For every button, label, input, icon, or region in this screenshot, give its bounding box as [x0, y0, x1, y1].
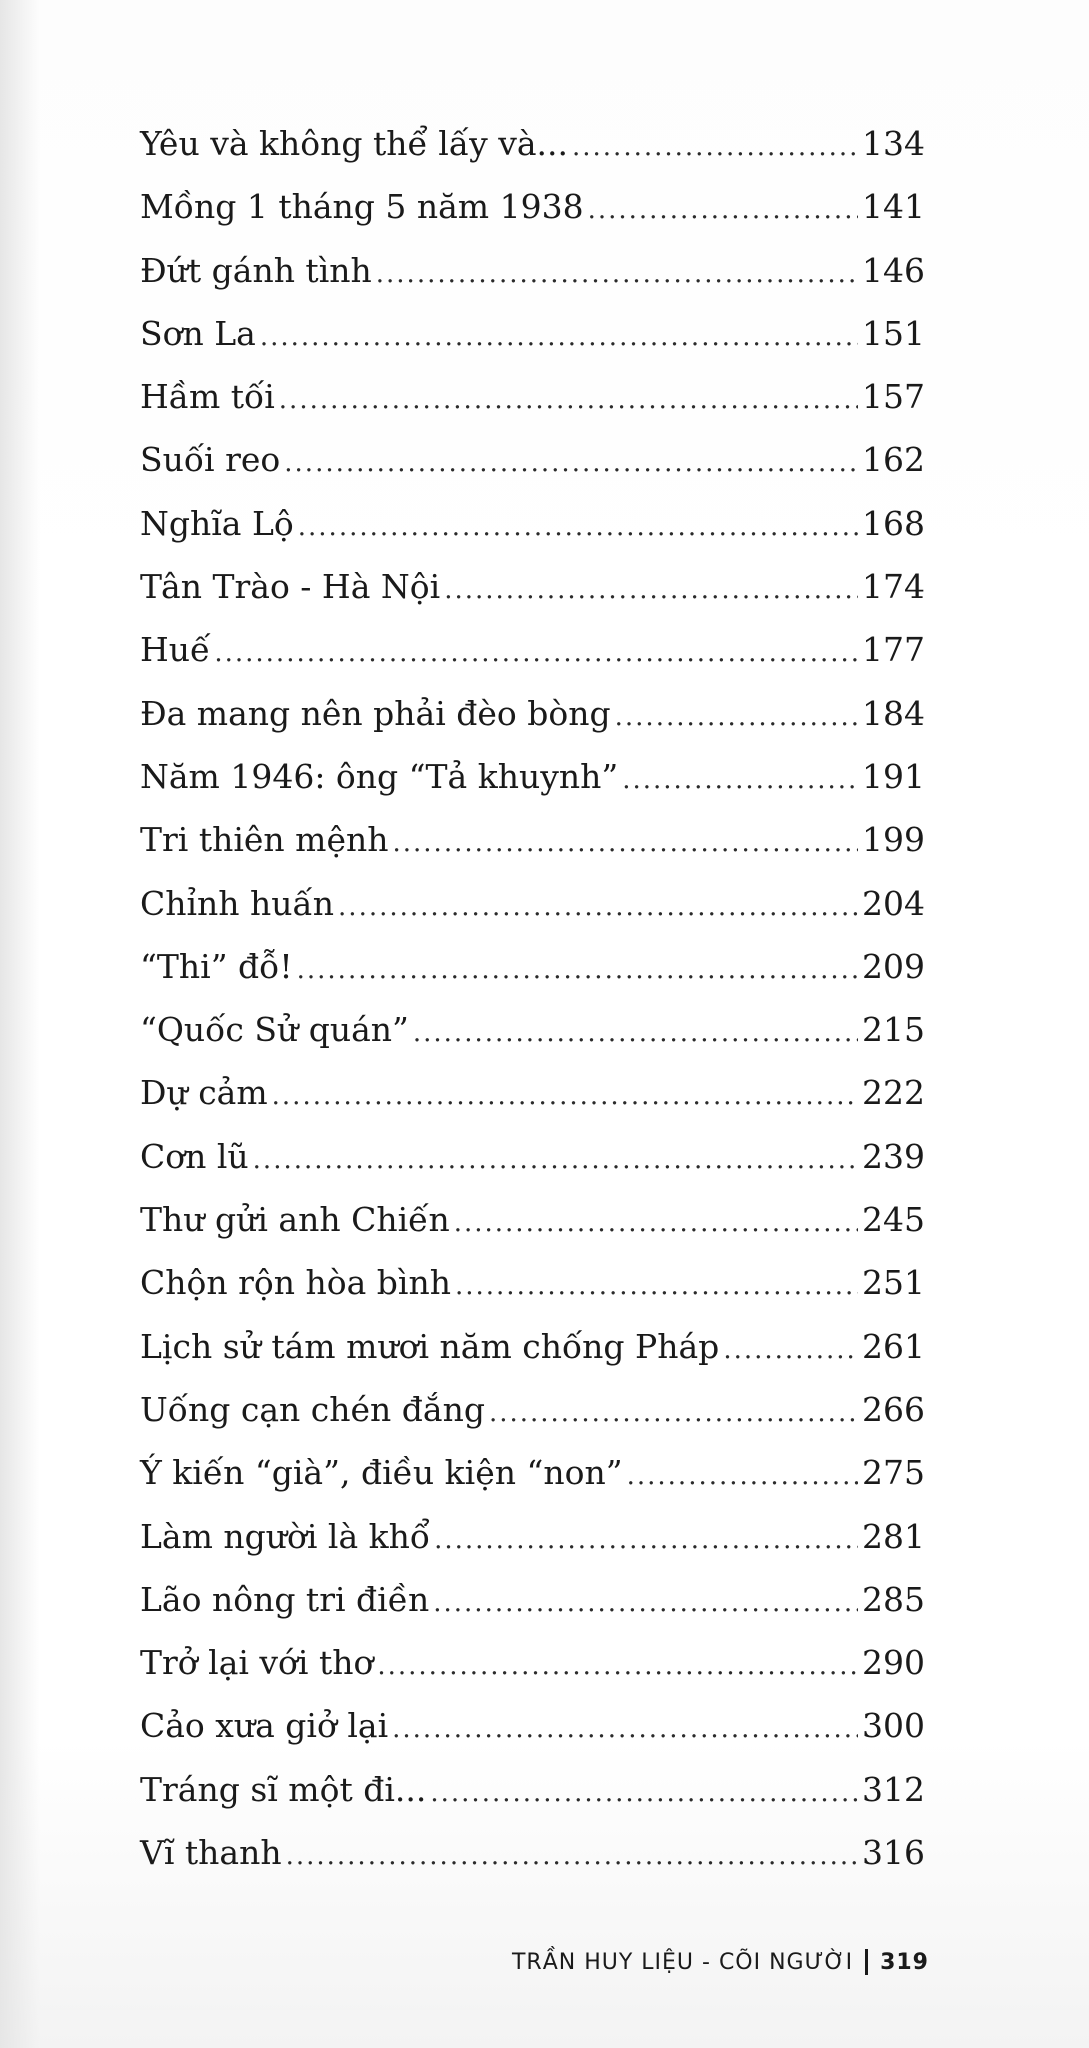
- toc-entry-title: Đứt gánh tình: [140, 250, 372, 290]
- table-of-contents: [140, 112, 925, 1884]
- dot-leader: [413, 1002, 858, 1065]
- toc-entry-title: Chỉnh huấn: [140, 883, 335, 923]
- toc-entry-page: 290: [862, 1643, 925, 1683]
- toc-entry-page: 191: [862, 756, 925, 796]
- toc-entry-page: 141: [862, 187, 925, 227]
- dot-leader: [444, 559, 858, 622]
- toc-entry-title: Cảo xưa giở lại: [140, 1706, 389, 1746]
- dot-leader: [489, 1382, 858, 1445]
- toc-entry-title: Lão nông tri điền: [140, 1579, 430, 1619]
- toc-entry-title: Nghĩa Lộ: [140, 503, 294, 543]
- toc-entry: [140, 745, 925, 808]
- toc-entry: [140, 1505, 925, 1568]
- toc-entry-page: 239: [862, 1136, 925, 1176]
- dot-leader: [297, 939, 858, 1002]
- toc-entry-page: 281: [862, 1516, 925, 1556]
- dot-leader: [377, 1635, 858, 1698]
- dot-leader: [588, 179, 858, 242]
- toc-entry-page: 316: [862, 1833, 925, 1873]
- dot-leader: [260, 306, 858, 369]
- dot-leader: [272, 1065, 858, 1128]
- dot-leader: [433, 1572, 858, 1635]
- dot-leader: [434, 1509, 858, 1572]
- toc-entry-page: 177: [862, 630, 925, 670]
- toc-entry-title: Dự cảm: [140, 1073, 268, 1113]
- toc-entry-title: Thư gửi anh Chiến: [140, 1200, 450, 1240]
- toc-entry-page: 251: [862, 1263, 925, 1303]
- toc-entry-title: Mồng 1 tháng 5 năm 1938: [140, 187, 584, 227]
- toc-entry-page: 151: [862, 313, 925, 353]
- toc-entry-page: 261: [862, 1326, 925, 1366]
- toc-entry: [140, 175, 925, 238]
- toc-entry-title: Yêu và không thể lấy và...: [140, 124, 568, 163]
- toc-entry-page: 215: [862, 1010, 925, 1050]
- toc-entry-page: 300: [862, 1706, 925, 1746]
- toc-entry: [140, 492, 925, 555]
- toc-entry: [140, 302, 925, 365]
- toc-entry: [140, 935, 925, 998]
- toc-entry: [140, 112, 925, 175]
- toc-entry-title: Tân Trào - Hà Nội: [140, 567, 441, 607]
- toc-entry-title: Tráng sĩ một đi...: [140, 1769, 427, 1809]
- dot-leader: [279, 369, 858, 432]
- dot-leader: [392, 1698, 858, 1761]
- toc-entry-title: Sơn La: [140, 313, 256, 353]
- dot-leader: [455, 1255, 858, 1318]
- dot-leader: [615, 686, 858, 749]
- toc-entry-title: Trở lại với thơ: [140, 1643, 374, 1683]
- toc-entry-page: 245: [862, 1200, 925, 1240]
- toc-entry-page: 146: [862, 250, 925, 290]
- toc-entry: [140, 1315, 925, 1378]
- dot-leader: [393, 812, 859, 875]
- toc-entry-title: Đa mang nên phải đèo bòng: [140, 693, 611, 733]
- toc-entry-title: Cơn lũ: [140, 1136, 249, 1176]
- dot-leader: [338, 876, 858, 939]
- toc-entry-page: 157: [862, 377, 925, 417]
- toc-entry-title: Suối reo: [140, 440, 281, 480]
- toc-entry: [140, 1821, 925, 1884]
- dot-leader: [298, 496, 858, 559]
- toc-entry: [140, 1441, 925, 1504]
- toc-entry: [140, 872, 925, 935]
- dot-leader: [622, 749, 858, 812]
- toc-entry-page: 162: [862, 440, 925, 480]
- toc-entry: [140, 1125, 925, 1188]
- toc-entry-page: 285: [862, 1579, 925, 1619]
- toc-entry-page: 174: [862, 567, 925, 607]
- toc-entry-page: 168: [862, 503, 925, 543]
- running-title: TRẦN HUY LIỆU - CÕI NGƯỜI: [511, 1949, 854, 1975]
- toc-entry-page: 222: [862, 1073, 925, 1113]
- toc-entry: [140, 1631, 925, 1694]
- toc-entry: [140, 682, 925, 745]
- dot-leader: [723, 1319, 858, 1382]
- toc-entry: [140, 1568, 925, 1631]
- page-edge-shadow: [0, 0, 40, 2048]
- toc-entry-title: Huế: [140, 630, 211, 670]
- dot-leader: [376, 243, 858, 306]
- dot-leader: [214, 622, 858, 685]
- toc-entry: [140, 365, 925, 428]
- dot-leader: [253, 1129, 858, 1192]
- toc-entry-page: 275: [862, 1453, 925, 1493]
- toc-entry: [140, 1378, 925, 1441]
- toc-entry: [140, 1694, 925, 1757]
- toc-entry: [140, 1061, 925, 1124]
- toc-entry-title: “Quốc Sử quán”: [140, 1010, 409, 1050]
- toc-entry-title: “Thi” đỗ!: [140, 946, 293, 986]
- toc-entry-page: 199: [862, 820, 925, 860]
- toc-entry-page: 312: [862, 1769, 925, 1809]
- dot-leader: [627, 1445, 858, 1508]
- toc-entry: [140, 808, 925, 871]
- toc-entry: [140, 1251, 925, 1314]
- toc-entry-title: Ý kiến “già”, điều kiện “non”: [140, 1453, 623, 1493]
- toc-entry: [140, 428, 925, 491]
- toc-entry-title: Vĩ thanh: [140, 1833, 282, 1873]
- toc-entry-title: Tri thiên mệnh: [140, 820, 389, 860]
- toc-entry-page: 184: [862, 693, 925, 733]
- toc-entry: [140, 1758, 925, 1821]
- dot-leader: [572, 116, 858, 179]
- toc-entry: [140, 555, 925, 618]
- toc-entry: [140, 998, 925, 1061]
- toc-entry-title: Năm 1946: ông “Tả khuynh”: [140, 756, 619, 796]
- dot-leader: [284, 432, 858, 495]
- toc-entry-page: 134: [862, 124, 925, 163]
- toc-entry-title: Làm người là khổ: [140, 1516, 431, 1556]
- toc-entry: [140, 1188, 925, 1251]
- toc-entry-page: 209: [862, 946, 925, 986]
- dot-leader: [454, 1192, 858, 1255]
- page-number: 319: [880, 1949, 929, 1975]
- dot-leader: [286, 1825, 858, 1888]
- toc-entry-title: Lịch sử tám mươi năm chống Pháp: [140, 1326, 720, 1366]
- toc-entry-page: 266: [862, 1389, 925, 1429]
- dot-leader: [430, 1762, 858, 1825]
- toc-entry-title: Uống cạn chén đắng: [140, 1389, 485, 1429]
- footer-separator: [865, 1949, 868, 1975]
- running-footer: [512, 1949, 929, 1975]
- toc-entry: [140, 618, 925, 681]
- toc-entry-title: Hầm tối: [140, 377, 275, 417]
- toc-entry: [140, 239, 925, 302]
- toc-entry-page: 204: [862, 883, 925, 923]
- toc-entry-title: Chộn rộn hòa bình: [140, 1263, 451, 1303]
